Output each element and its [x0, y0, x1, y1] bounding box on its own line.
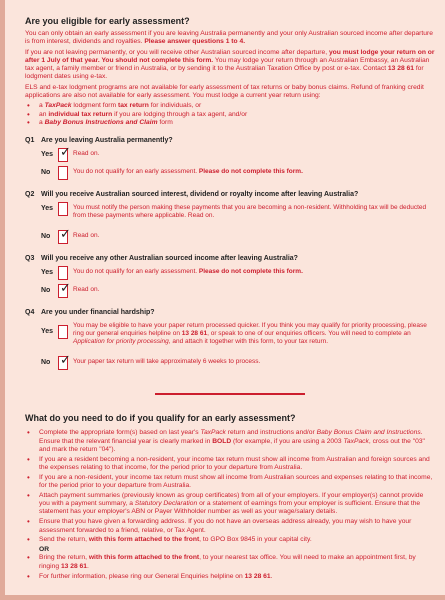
list-item: • Bring the return, with this form attached to the front, to your nearest tax office. You will need to make an appointment first, by ringing 13 28 61. [25, 554, 435, 571]
eligibility-heading: Are you eligible for early assessment? [25, 16, 190, 26]
list-item: • Complete the appropriate form(s) based on last year's TaxPack return and instructions and/or Baby Bonus Claim and Instructions. Ensure that the relevant financial year is clearly marked in BOLD (for example, if you are using a 2003 TaxPack, cross out the "03" and mark the return "04"). [25, 429, 435, 454]
return-type-list [25, 102, 435, 127]
next-steps-list [25, 429, 435, 544]
intro-paragraph-1: You can only obtain an early assessment if you are leaving Australia permanently and your only Australian sourced income after departure is from interest, dividends and royalties. Please answer questions 1 to 4. [25, 30, 433, 46]
q3-yes-checkbox[interactable] [58, 266, 68, 280]
checkmark-icon: ✓ [60, 226, 71, 242]
intro-paragraph-3: ELS and e-tax lodgment programs are not available for early assessment of tax returns or baby bonus claims. Refund of franking credit applications are also not available for early assessment. You must lodge a current year return using: [25, 83, 424, 100]
question-1: Q1 Are you leaving Australia permanently? [25, 137, 173, 145]
question-4: Q4 Are you under financial hardship? [25, 309, 155, 317]
list-item: • Ensure that you have given a forwarding address. If you do not have an overseas address already, you may wish to have your assessment forwarded to a friend, relative, or Tax Agent. [25, 518, 435, 535]
list-item: • Attach payment summaries (previously known as group certificates) from all of your employers. If your employer(s) cannot provide you with a payment summary, a Statutory Declaration or a statement of earnings from your employer is sufficient. Ensure that the statement has your employer's ABN or Payer Withholder number as well as your wage/salary details. [25, 492, 435, 517]
list-item: • a TaxPack lodgment form tax return for individuals, or [25, 102, 435, 110]
q1-yes-option: Yes ✓ Read on. [25, 147, 435, 163]
checkmark-icon: ✓ [60, 280, 71, 296]
next-steps-list-continued [25, 554, 435, 580]
q1-no-checkbox[interactable] [58, 166, 68, 180]
checkmark-icon: ✓ [60, 352, 71, 368]
question-3: Q3 Will you receive any other Australian sourced income after leaving Australia? [25, 255, 298, 263]
list-item: • a Baby Bonus Instructions and Claim form [25, 119, 435, 127]
q3-no-option: No ✓ Read on. [25, 283, 435, 299]
question-2: Q2 Will you receive Australian sourced interest, dividend or royalty income after leaving Australia? [25, 191, 359, 199]
checkmark-icon: ✓ [60, 144, 71, 160]
q4-no-option: No ✓ Your paper tax return will take approximately 6 weeks to process. [25, 355, 435, 371]
q4-yes-option: Yes You may be eligible to have your paper return processed quicker. If you think you may qualify for priority processing, please ring our general enquiries helpline on 13 28 61, or speak to one of our enquiries officers. You will need to complete an Application for priority processing, and attach it together with this form, to your tax return. [41, 322, 427, 345]
or-separator: OR [39, 546, 50, 554]
q2-no-option: No ✓ Read on. [25, 229, 435, 245]
list-item: • Send the return, with this form attached to the front, to GPO Box 9845 in your capital city. [25, 536, 435, 544]
q4-yes-checkbox[interactable] [58, 325, 68, 339]
intro-paragraph-2: If you are not leaving permanently, or you will receive other Australian sourced income after departure, you must lodge your return on or after 1 July of that year. You should not complete this form. You may lodge your return through an Australian Embassy, an Australian tax agent, a family member or friend in Australia, or by sending it to the Australian Taxation Office by post or e-tax. Contact 13 28 61 for lodgment dates using e-tax. [25, 48, 435, 81]
list-item: • If you are a resident becoming a non-resident, your income tax return must show all income from Australian and foreign sources and the expenses relating to that income, for the period prior to your departure from Australia. [25, 456, 435, 473]
next-steps-heading: What do you need to do if you qualify for an early assessment? [25, 413, 296, 424]
page-content [25, 16, 435, 582]
list-item: • an individual tax return if you are lodging through a tax agent, and/or [25, 111, 435, 119]
q3-yes-option: Yes You do not qualify for an early assessment. Please do not complete this form. [25, 265, 435, 281]
q2-yes-checkbox[interactable] [58, 202, 68, 216]
q1-no-option: No You do not qualify for an early assessment. Please do not complete this form. [25, 165, 435, 181]
q2-yes-option: Yes You must notify the person making these payments that you are becoming a non-resident. Withholding tax will be deducted from these payments where applicable. Read on. [41, 204, 427, 220]
section-divider [155, 393, 305, 395]
list-item: • For further information, please ring our General Enquiries helpline on 13 28 61. [25, 573, 435, 581]
list-item: • If you are a non-resident, your income tax return must show all income from Australian sources and expenses relating to that income, for the period prior to your departure from Australia. [25, 474, 435, 491]
